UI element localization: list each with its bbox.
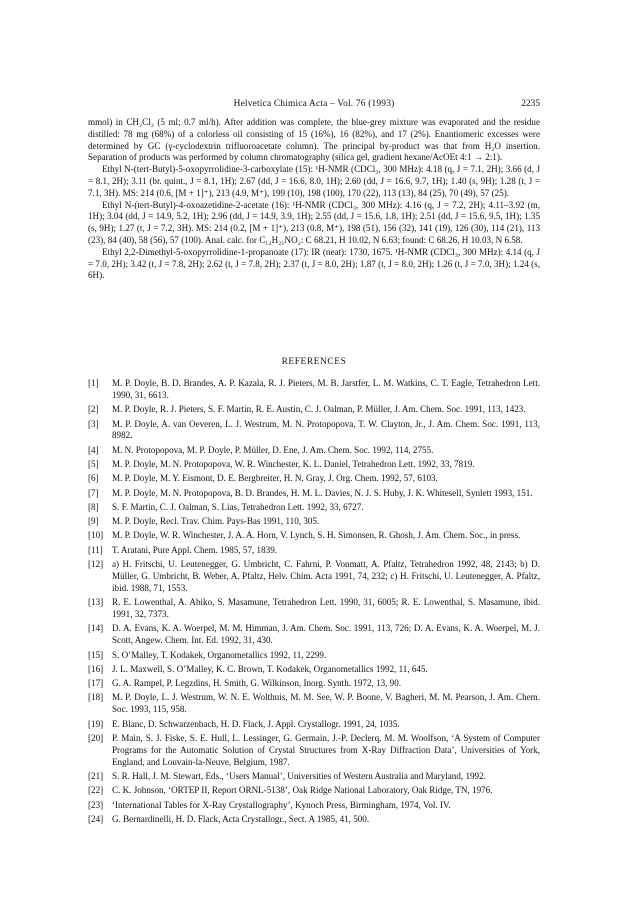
- reference-number: [20]: [88, 732, 104, 743]
- reference-number: [11]: [88, 544, 103, 555]
- reference-item: [88, 719, 540, 731]
- reference-text: M. P. Doyle, L. J. Westrum, W. N. E. Wolthuis, M. M. See, W. P. Boone, V. Bagheri, M. M. Pearson, J. Am. Chem. Soc. 1993, 115, 958.: [112, 692, 540, 715]
- reference-item: [88, 378, 540, 402]
- reference-item: [88, 473, 540, 485]
- reference-item: [88, 419, 540, 443]
- reference-number: [1]: [88, 378, 99, 388]
- reference-number: [9]: [88, 516, 99, 527]
- reference-text: M. P. Doyle, A. van Oeveren, L. J. Westrum, M. N. Protopopova, T. W. Clayton, Jr., J. Am. Chem. Soc. 1991, 113, 8982.: [112, 418, 540, 441]
- reference-text: M. P. Doyle, W. R. Winchester, J. A. A. Horn, V. Lynch, S. H. Simonsen, R. Ghosh, J. Am. Chem. Soc., in press.: [112, 530, 521, 541]
- reference-text: S. F. Martin, C. J. Oalman, S. Lias, Tetrahedron Lett. 1992, 33, 6727.: [112, 501, 364, 512]
- reference-text: P. Main, S. J. Fiske, S. E. Hull, L. Lessinger, G. Germain, J.-P. Declerq, M. M. Woolfson, ‘A System of Computer Programs for the Automatic Solution of Crystal Structures from X-Ray Diffraction Data’, Universities of York, England, and Louvain-la-Neuve, Belgium, 1987.: [112, 732, 540, 767]
- reference-text: C. K. Johnson, ‘ORTEP II, Report ORNL-5138’, Oak Ridge National Laboratory, Oak Ridge, TN, 1976.: [112, 785, 493, 796]
- reference-text: M. P. Doyle, M. N. Protopopova, W. R. Winchester, K. L. Daniel, Tetrahedron Lett. 1992, 33, 7819.: [112, 459, 475, 469]
- reference-text: M. P. Doyle, B. D. Brandes, A. P. Kazala, R. J. Pieters, M. B. Jarstfer, L. M. Watkins, C. T. Eagle, Tetrahedron Lett. 1990, 31, 6613.: [112, 378, 540, 400]
- reference-number: [7]: [88, 487, 99, 498]
- reference-text: M. P. Doyle, R. J. Pieters, S. F. Martin, R. E. Austin, C. J. Oalman, P. Müller, J. Am. Chem. Soc. 1991, 113, 1423.: [112, 404, 526, 415]
- compound-17-data: Ethyl 2,2-Dimethyl-5-oxopyrrolidine-1-propanoate (17): IR (neat): 1730, 1675. ¹H-NMR (CDCl₃, 300 MHz): 4.14 (q, J = 7.0, 2H); 3.42 (t, J = 7.8, 2H); 2.62 (t, J = 7.8, 2H); 2.37 (t, J = 8.0, 2H); 1.87 (t, J = 8.0, 2H); 1.26 (t, J = 7.0, 3H); 1.24 (s, 6H).: [88, 246, 540, 281]
- reference-text: M. P. Doyle, Recl. Trav. Chim. Pays-Bas 1991, 110, 305.: [112, 516, 320, 527]
- reference-number: [4]: [88, 444, 99, 455]
- reference-item: [88, 650, 540, 662]
- reference-number: [18]: [88, 692, 104, 703]
- page-number: 2235: [521, 99, 540, 109]
- reference-number: [15]: [88, 649, 104, 660]
- reference-item: [88, 664, 540, 676]
- reference-text: R. E. Lowenthal, A. Abiko, S. Masamune, Tetrahedron Lett. 1990, 31, 6005; R. E. Lowenthal, S. Masamune, ibid. 1991, 32, 7373.: [112, 597, 540, 620]
- reference-number: [23]: [88, 799, 104, 810]
- journal-title: Helvetica Chimica Acta – Vol. 76 (1993): [233, 99, 395, 109]
- reference-number: [24]: [88, 813, 104, 824]
- reference-item: [88, 488, 540, 500]
- references-list: [88, 378, 540, 828]
- reference-text: G. Bernardinelli, H. D. Flack, Acta Crystallogr., Sect. A 1985, 41, 500.: [112, 813, 370, 824]
- reference-number: [22]: [88, 785, 104, 796]
- reference-text: S. R. Hall, J. M. Stewart, Eds., ‘Users Manual’, Universities of Western Australia and Maryland, 1992.: [112, 771, 486, 782]
- experimental-section: [88, 117, 540, 282]
- reference-item: [88, 459, 540, 471]
- reference-text: T. Aratani, Pure Appl. Chem. 1985, 57, 1839.: [112, 544, 278, 555]
- reference-text: J. L. Maxwell, S. O’Malley, K. C. Brown, T. Kodakek, Organometallics 1992, 11, 645.: [112, 663, 428, 674]
- reference-item: [88, 404, 540, 416]
- reference-text: M. P. Doyle, M. N. Protopopova, B. D. Brandes, H. M. L. Davies, N. J. S. Huby, J. K. Whitesell, Synlett 1993, 151.: [112, 487, 533, 498]
- reference-item: [88, 678, 540, 690]
- reference-text: M. N. Protopopova, M. P. Doyle, P. Müller, D. Ene, J. Am. Chem. Soc. 1992, 114, 2755.: [112, 444, 434, 455]
- reference-item: [88, 530, 540, 542]
- reference-number: [13]: [88, 597, 104, 608]
- reference-text: S. O’Malley, T. Kodakek, Organometallics 1992, 11, 2299.: [112, 649, 327, 660]
- reference-item: [88, 814, 540, 826]
- reference-number: [19]: [88, 718, 104, 729]
- reference-item: [88, 623, 540, 647]
- references-heading: REFERENCES: [281, 357, 347, 367]
- reference-number: [3]: [88, 418, 99, 429]
- reference-item: [88, 785, 540, 797]
- reference-item: [88, 800, 540, 812]
- reference-item: [88, 597, 540, 621]
- reference-number: [21]: [88, 771, 104, 782]
- reference-item: [88, 771, 540, 783]
- reference-item: [88, 692, 540, 716]
- reference-text: G. A. Rampel, P. Legzdins, H. Smith, G. Wilkinson, Inorg. Synth. 1972, 13, 90.: [112, 678, 402, 689]
- reference-item: [88, 733, 540, 769]
- reference-number: [14]: [88, 623, 104, 634]
- compound-16-data: Ethyl N-(tert-Butyl)-4-oxoazetidine-2-acetate (16): ¹H-NMR (CDCl₃, 300 MHz): 4.16 (q, J = 7.2, 2H); 4.11–3.92 (m, 1H); 3.04 (dd, J = 14.9, 5.2, 1H); 2.96 (dd, J = 14.9, 3.9, 1H); 2.55 (dd, J = 15.6, 1.8, 1H); 2.51 (dd, J = 15.6, 9.5, 1H); 1.35 (s, 9H); 1.27 (t, J = 7.2, 3H). MS: 214 (0.2, [M + 1]⁺), 213 (0.8, M⁺), 198 (51), 156 (32), 141 (19), 126 (30), 114 (21), 113 (23), 84 (40), 58 (56), 57 (100). Anal. calc. for C₁₂H₂₁NO₂: C 68.21, H 10.02, N 6.63; found: C 68.26, H 10.03, N 6.58.: [88, 199, 540, 245]
- reference-number: [10]: [88, 530, 104, 541]
- running-header: [88, 97, 540, 111]
- reference-number: [8]: [88, 501, 99, 512]
- reference-number: [6]: [88, 473, 99, 484]
- reference-text: D. A. Evans, K. A. Woerpel, M. M. Himman, J. Am. Chem. Soc. 1991, 113, 726; D. A. Evans, K. A. Woerpel, M. J. Scott, Angew. Chem. Int. Ed. 1992, 31, 430.: [112, 623, 540, 646]
- reference-text: a) H. Fritschi, U. Leutenegger, G. Umbricht, C. Fahrni, P. Vonmatt, A. Pfaltz, Tetrahedron 1992, 48, 2143; b) D. Müller, G. Umbricht, B. Weber, A. Pfaltz, Helv. Chim. Acta 1991, 74, 232; c) H. Fritschi, U. Leutenegger, A. Pfaltz, ibid. 1988, 71, 1553.: [112, 559, 540, 593]
- compound-15-data: Ethyl N-(tert-Butyl)-5-oxopyrrolidine-3-carboxylate (15): ¹H-NMR (CDCl₃, 300 MHz): 4.18 (q, J = 7.1, 2H); 3.66 (d, J = 8.1, 2H); 3.11 (br. quint., J = 8.1, 1H); 2.67 (dd, J = 16.6, 8.0, 1H); 2.60 (dd, J = 16.6, 9.7, 1H); 1.40 (s, 9H); 1.28 (t, J = 7.1, 3H). MS: 214 (0.6, [M + 1]⁺), 213 (4.9, M⁺), 199 (10), 198 (100), 170 (22), 113 (13), 84 (25), 70 (49), 57 (25).: [88, 164, 540, 198]
- reference-item: [88, 516, 540, 528]
- reference-item: [88, 445, 540, 457]
- reference-number: [2]: [88, 404, 99, 415]
- reference-text: M. P. Doyle, M. Y. Eismont, D. E. Bergbreiter, H. N. Gray, J. Org. Chem. 1992, 57, 6103.: [112, 473, 438, 484]
- reference-item: [88, 545, 540, 557]
- reference-text: E. Blanc, D. Schwarzenbach, H. D. Flack, J. Appl. Crystallogr. 1991, 24, 1035.: [112, 718, 400, 729]
- reference-item: [88, 502, 540, 514]
- reference-number: [16]: [88, 663, 104, 674]
- reference-number: [5]: [88, 459, 99, 469]
- reference-item: [88, 559, 540, 595]
- reference-number: [12]: [88, 559, 104, 570]
- reference-text: ‘International Tables for X-Ray Crystallography’, Kynoch Press, Birmingham, 1974, Vol. IV.: [112, 799, 451, 810]
- reference-number: [17]: [88, 678, 104, 689]
- procedure-paragraph: mmol) in CH₂Cl₂ (5 ml; 0.7 ml/h). After addition was complete, the blue-grey mixture was evaporated and the residue distilled: 78 mg (68%) of a colorless oil consisting of 15 (16%), 16 (82%), and 17 (2%). Enantiomeric excesses were determined by GC (γ-cyclodextrin trifluoroacetate column). The principal by-product was that from H₂O insertion. Separation of products was performed by column chromatography (silica gel, gradient hexane/AcOEt 4:1 → 2:1).: [88, 117, 540, 163]
